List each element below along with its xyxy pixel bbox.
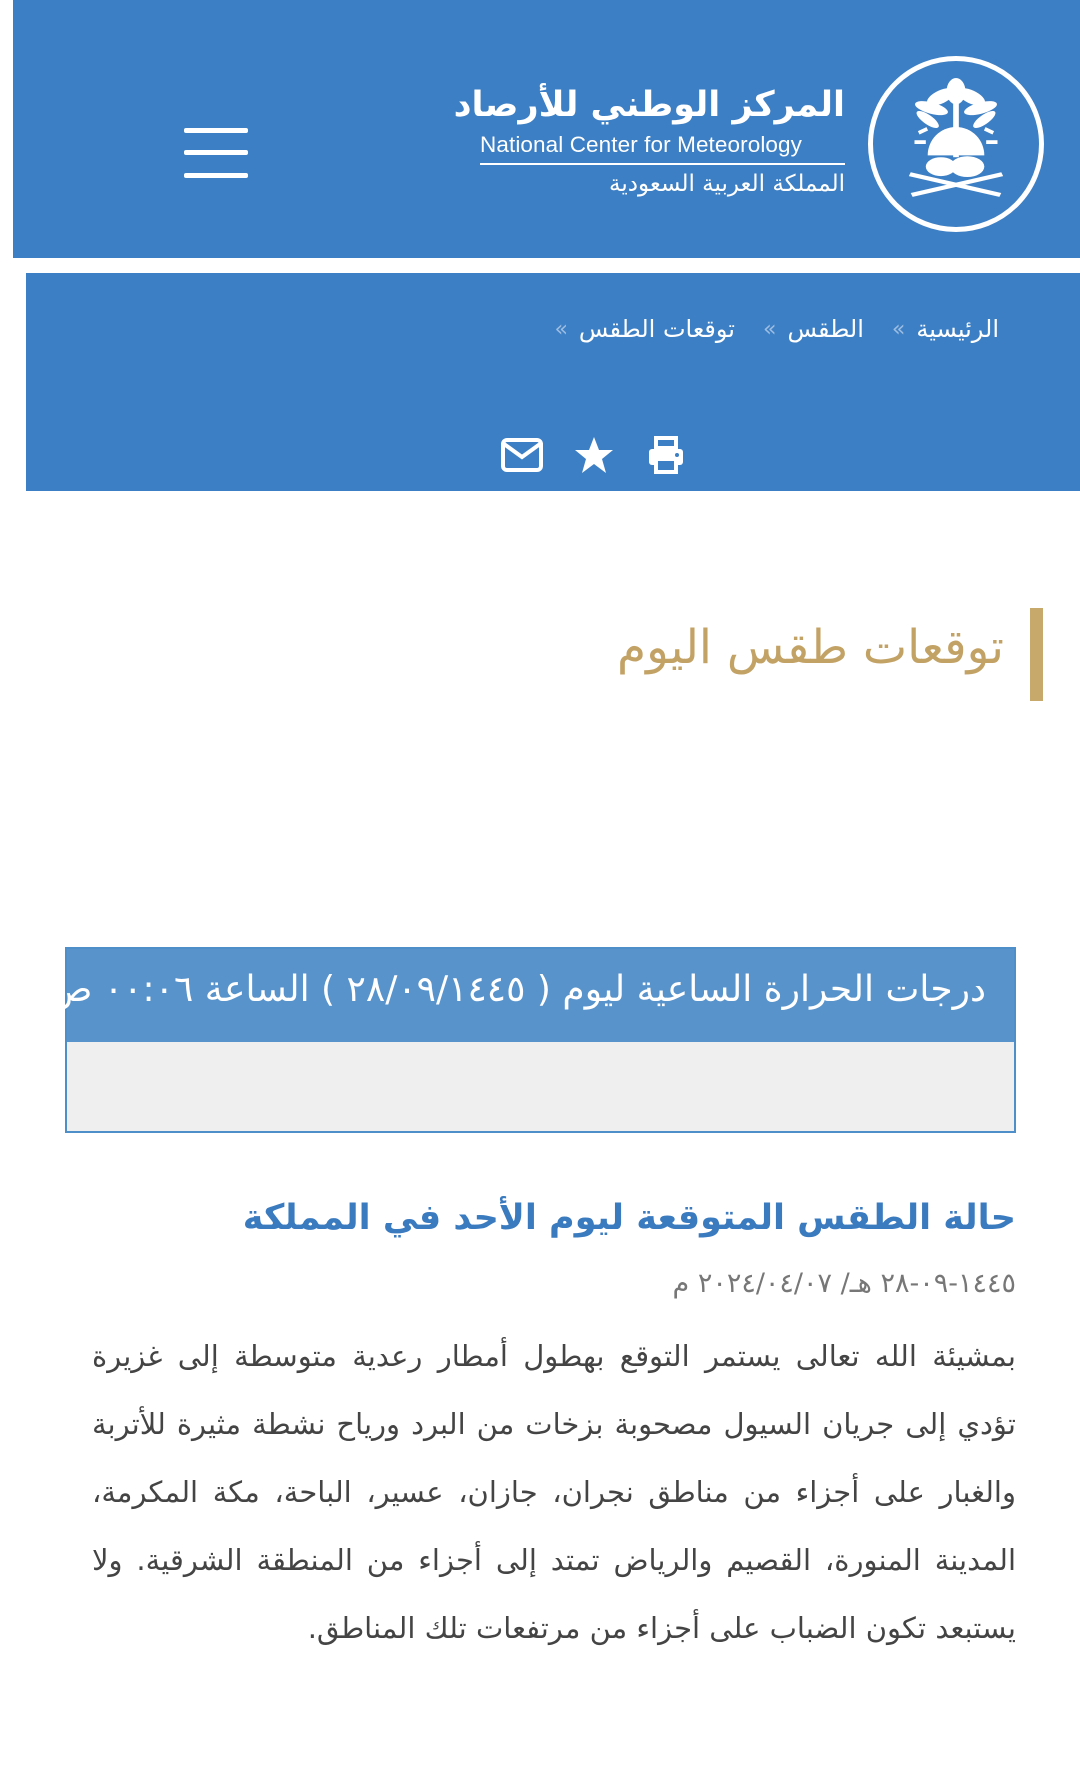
article-body: بمشيئة الله تعالى يستمر التوقع بهطول أمطار رعدية متوسطة إلى غزيرة تؤدي إلى جريان السيول مصحوبة بزخات من البرد ورياح نشطة مثيرة للأتربة والغبار على أجزاء من مناطق نجران، جازان، عسير، الباحة، مكة المكرمة، المدينة المنورة، القصيم والرياض تمتد إلى أجزاء من المنطقة الشرقية. ولا يستبعد تكون الضباب على أجزاء من مرتفعات تلك المناطق. bbox=[92, 1339, 1016, 1645]
breadcrumb-forecasts[interactable]: توقعات الطقس bbox=[578, 315, 735, 343]
star-icon[interactable] bbox=[572, 435, 616, 475]
org-name-english: National Center for Meteorology bbox=[480, 132, 803, 157]
site-header bbox=[13, 0, 1080, 258]
article-title[interactable]: حالة الطقس المتوقعة ليوم الأحد في المملكة bbox=[242, 1198, 1016, 1238]
country-name: المملكة العربية السعودية bbox=[609, 171, 845, 197]
hourly-temperature-panel bbox=[48, 947, 1016, 1133]
article-date: ١٤٤٥-٠٩-٢٨ هـ/ ٢٠٢٤/٠٤/٠٧ م bbox=[672, 1268, 1016, 1299]
breadcrumb-band bbox=[26, 273, 1080, 491]
brand-divider bbox=[480, 163, 845, 165]
breadcrumb-weather[interactable]: الطقس bbox=[787, 315, 864, 343]
ncm-logo[interactable] bbox=[868, 56, 1044, 232]
hourly-temperature-heading: درجات الحرارة الساعية ليوم ( ٢٨/٠٩/١٤٤٥ ) الساعة ٠٠:٠٦ ص bbox=[48, 969, 986, 1010]
page-tools bbox=[474, 435, 694, 475]
breadcrumb-separator-icon: » bbox=[891, 316, 903, 342]
site-brand[interactable] bbox=[453, 82, 845, 207]
org-name-arabic: المركز الوطني للأرصاد bbox=[453, 85, 845, 125]
hamburger-menu-icon[interactable] bbox=[184, 128, 248, 178]
print-icon[interactable] bbox=[644, 435, 688, 475]
breadcrumb-separator-icon: » bbox=[554, 316, 565, 342]
breadcrumb-separator-icon: » bbox=[762, 316, 774, 342]
breadcrumb bbox=[526, 315, 999, 343]
ncm-palm-emblem-icon bbox=[873, 61, 1039, 227]
email-icon[interactable] bbox=[500, 435, 544, 475]
title-accent-bar bbox=[1030, 608, 1043, 701]
breadcrumb-home[interactable]: الرئيسية bbox=[916, 315, 999, 343]
hourly-temperature-header bbox=[48, 949, 1014, 1042]
page-title: توقعات طقس اليوم bbox=[617, 620, 1004, 675]
